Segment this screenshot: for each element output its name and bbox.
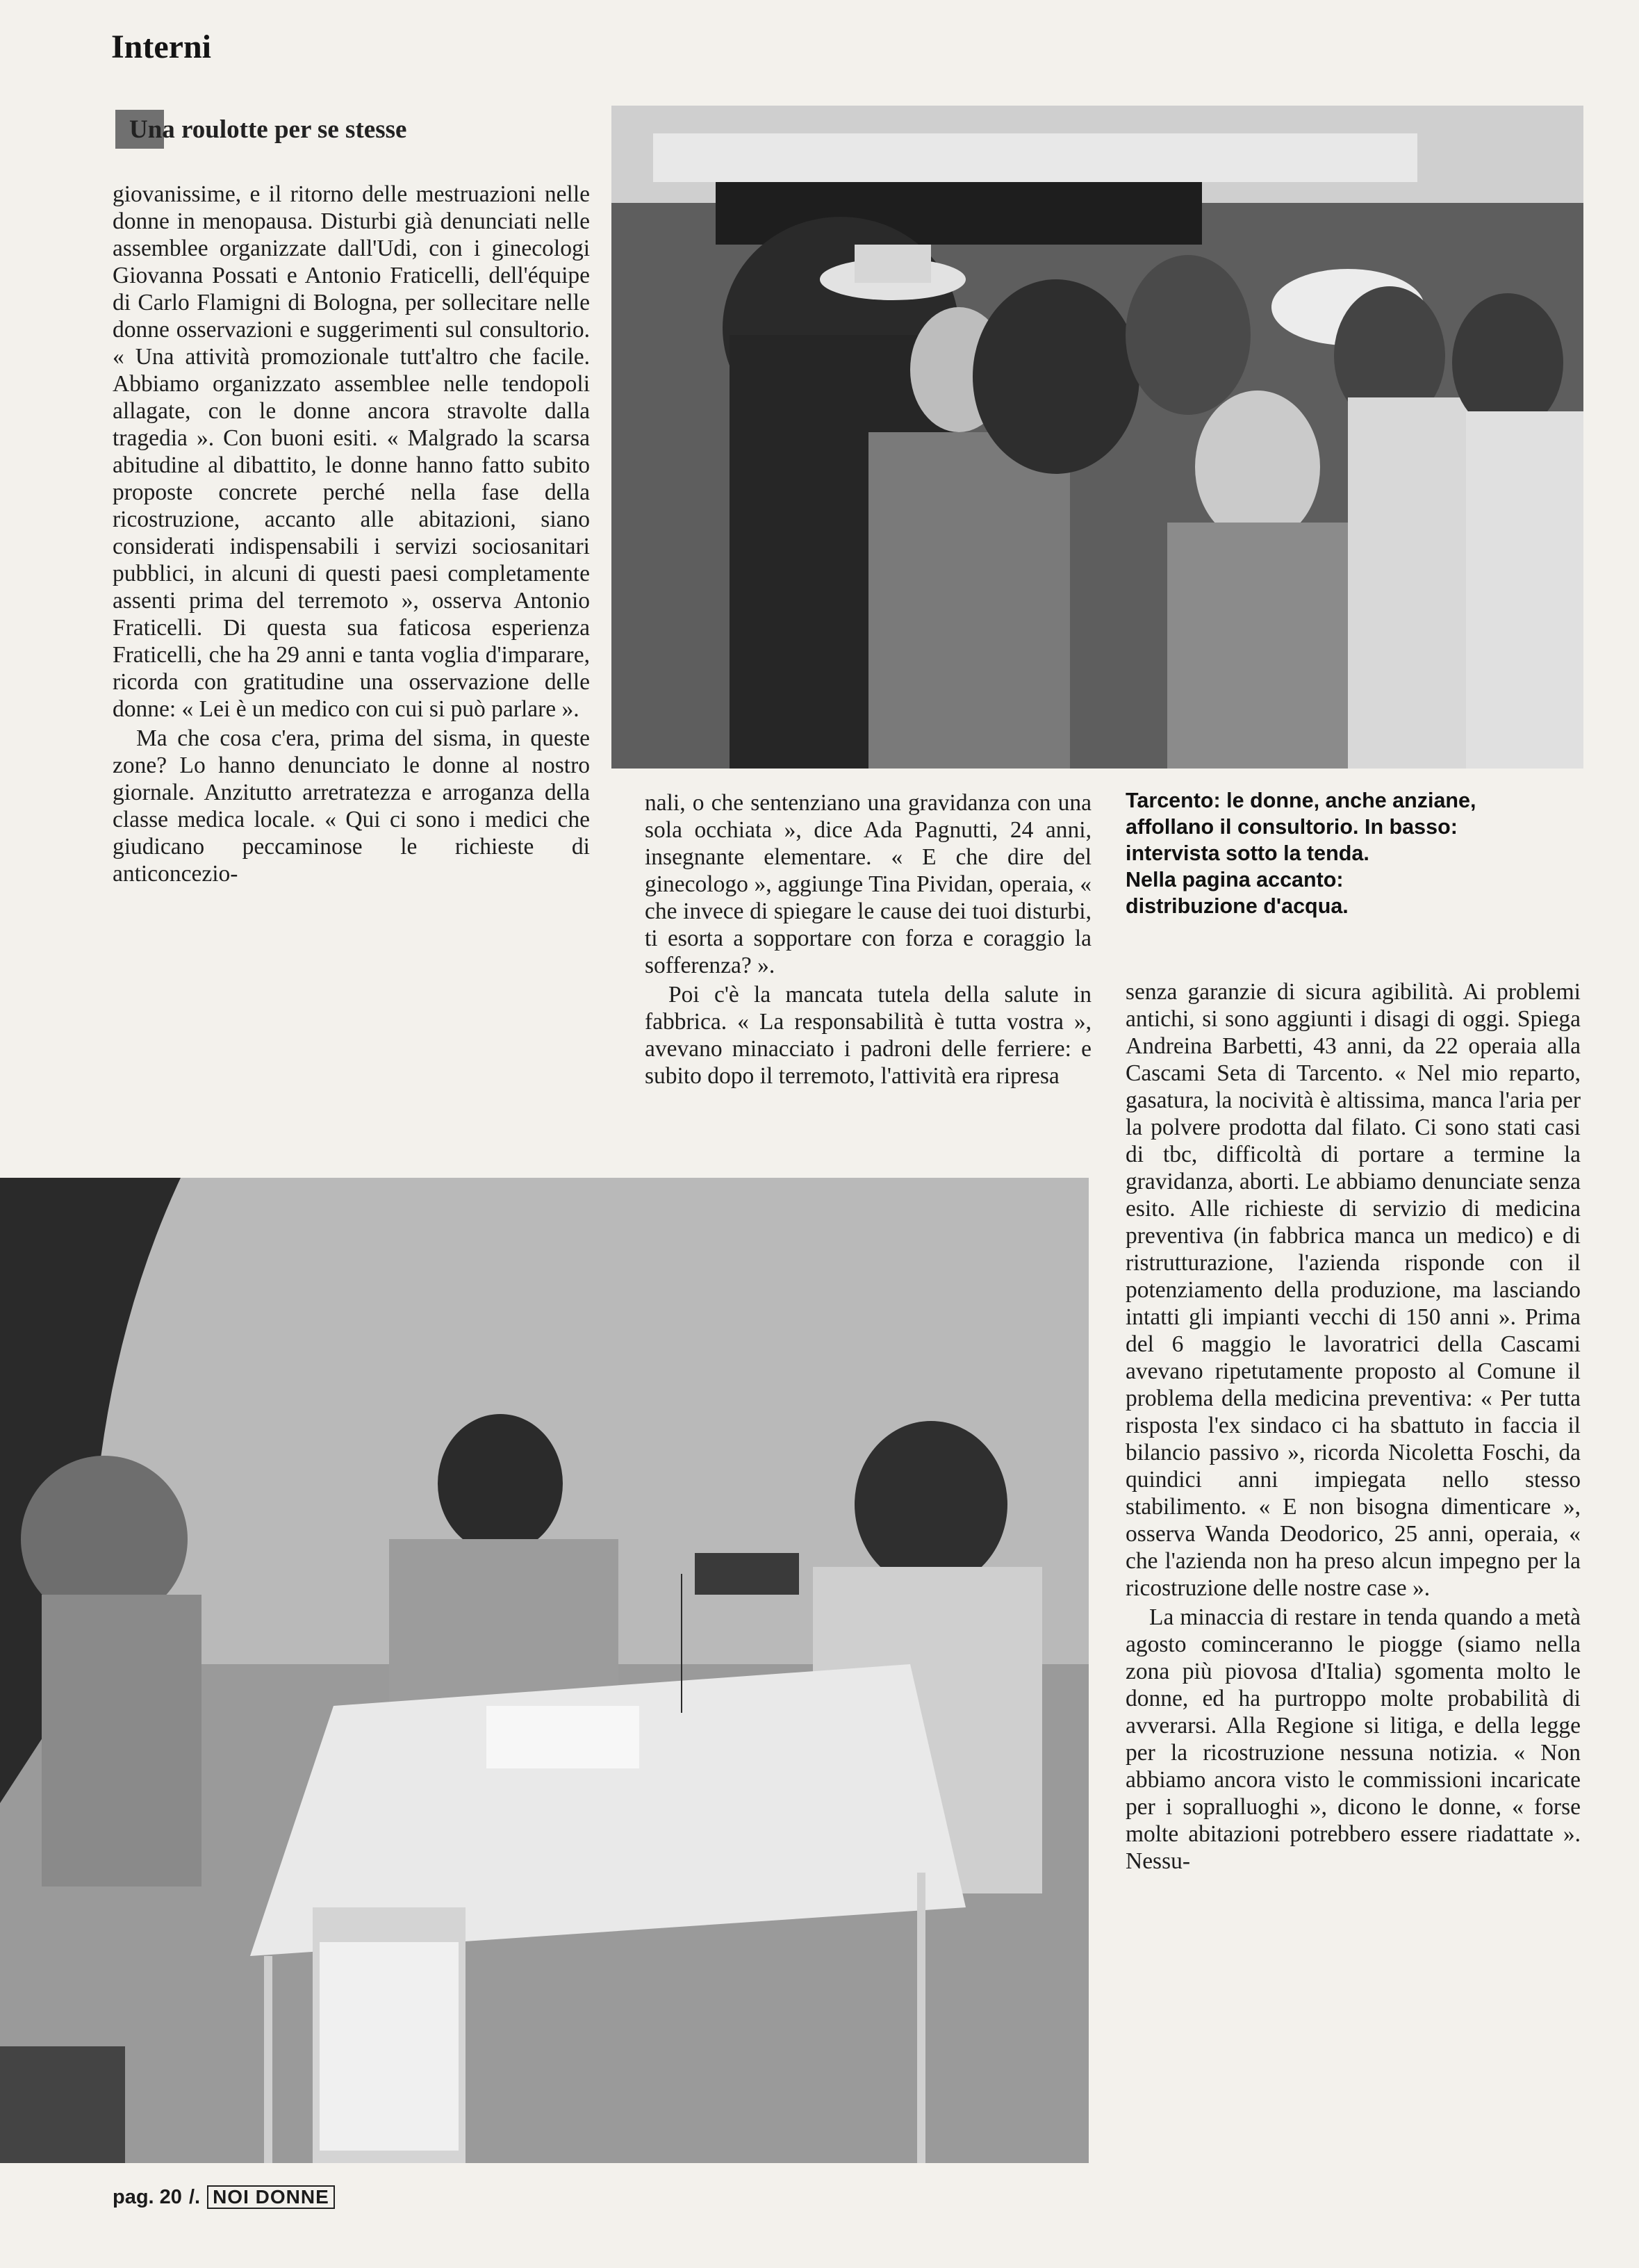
caption-line-2: affollano il consultorio. In basso: bbox=[1126, 815, 1458, 839]
photo-tent-image bbox=[0, 1178, 1089, 2163]
magazine-logo: NOI DONNE bbox=[207, 2185, 335, 2209]
col1-paragraph-2: Ma che cosa c'era, prima del sisma, in queste zone? Lo hanno denunciato le donne al nostro giornale. Anzitutto arretratezza e arroganza della classe medica locale. « Qui ci sono i medici che giudicano peccaminose le richieste di anticoncezio- bbox=[113, 725, 590, 887]
page-footer bbox=[113, 2185, 335, 2209]
caption-line-4: Nella pagina accanto: bbox=[1126, 868, 1344, 891]
caption-line-5: distribuzione d'acqua. bbox=[1126, 894, 1349, 918]
text-column-3 bbox=[1126, 978, 1581, 1875]
photo-tent-interview bbox=[0, 1178, 1089, 2163]
photo-crowd-image bbox=[611, 106, 1583, 769]
col3-paragraph-1: senza garanzie di sicura agibilità. Ai problemi antichi, si sono aggiunti i disagi di oggi. Spiega Andreina Barbetti, 43 anni, da 22 operaia alla Cascami Seta di Tarcento. « Nel mio reparto, gasatura, la nocività è altissima, manca l'aria per la polvere prodotta dal filato. Ci sono stati casi di tbc, difficoltà di portare a termine la gravidanza, aborti. Le abbiamo denunciate senza esito. Alle richieste di servizio di medicina preventiva (in fabbrica manca un medico) e di ristrutturazione, l'azienda risponde con il potenziamento della produzione, ma lasciando intatti gli impianti vecchi di 150 anni ». Prima del 6 maggio le lavoratrici della Cascami avevano ripetutamente proposto al Comune il problema della medicina preventiva: « Per tutta risposta l'ex sindaco ci ha sbattuto in faccia il bilancio passivo », ricorda Nicoletta Foschi, da quindici anni impiegata nello stesso stabilimento. « E non bisogna dimenticare », osserva Wanda Deodorico, 25 anni, operaia, « che l'azienda non ha preso alcun impegno per la ricostruzione delle nostre case ». bbox=[1126, 979, 1581, 1601]
caption-line-3: intervista sotto la tenda. bbox=[1126, 841, 1369, 865]
text-column-1 bbox=[113, 181, 590, 887]
article-kicker bbox=[115, 110, 406, 149]
page-number: pag. 20 bbox=[113, 2186, 182, 2208]
col3-paragraph-2: La minaccia di restare in tenda quando a metà agosto cominceranno le piogge (siamo nella zona più piovosa d'Italia) sgomenta molto le donne, ed ha purtroppo molte probabilità di avverarsi. Alla Regione si litiga, e della legge per la ricostruzione nessuna notizia. « Non abbiamo ancora visto le commissioni incaricate per i sopralluoghi », dicono le donne, « forse molte abitazioni potrebbero essere riadattate ». Nessu- bbox=[1126, 1604, 1581, 1874]
kicker-text: Una roulotte per se stesse bbox=[129, 115, 407, 144]
col1-paragraph-1: giovanissime, e il ritorno delle mestruazioni nelle donne in menopausa. Disturbi già denunciati nelle assemblee organizzate dall'Udi, con i ginecologi Giovanna Possati e Antonio Fraticelli, dell'équipe di Carlo Flamigni di Bologna, per sollecitare nelle donne osservazioni e suggerimenti sul consultorio. « Una attività promozionale tutt'altro che facile. Abbiamo organizzato assemblee nelle tendopoli allagate, con le donne ancora stravolte dalla tragedia ». Con buoni esiti. « Malgrado la scarsa abitudine al dibattito, le donne hanno fatto subito proposte concrete perché nella fase della ricostruzione, accanto alle abitazioni, siano considerati indispensabili i servizi sociosanitari pubblici, in alcuni di questi paesi completamente assenti prima del terremoto », osserva Antonio Fraticelli. Di questa sua faticosa esperienza Fraticelli, che ha 29 anni e tanta voglia d'imparare, ricorda con gratitudine una osservazione delle donne: « Lei è un medico con cui si può parlare ». bbox=[113, 181, 590, 722]
section-title: Interni bbox=[111, 28, 211, 65]
col2-paragraph-1: nali, o che sentenziano una gravidanza con una sola occhiata », dice Ada Pagnutti, 24 anni, insegnante elementare. « E che dire del ginecologo », aggiunge Tina Pividan, operaia, « che invece di spiegare le cause dei tuoi disturbi, ti esorta a sopportare con forza e coraggio la sofferenza? ». bbox=[645, 790, 1092, 978]
caption-line-1: Tarcento: le donne, anche anziane, bbox=[1126, 789, 1476, 812]
col2-paragraph-2: Poi c'è la mancata tutela della salute in fabbrica. « La responsabilità è tutta vostra », avevano minacciato i padroni delle ferriere: e subito dopo il terremoto, l'attività era ripresa bbox=[645, 982, 1092, 1089]
photo-crowd bbox=[611, 106, 1583, 769]
footer-separator: /. bbox=[188, 2186, 201, 2208]
photo-caption bbox=[1126, 787, 1584, 919]
text-column-2 bbox=[645, 789, 1092, 1090]
